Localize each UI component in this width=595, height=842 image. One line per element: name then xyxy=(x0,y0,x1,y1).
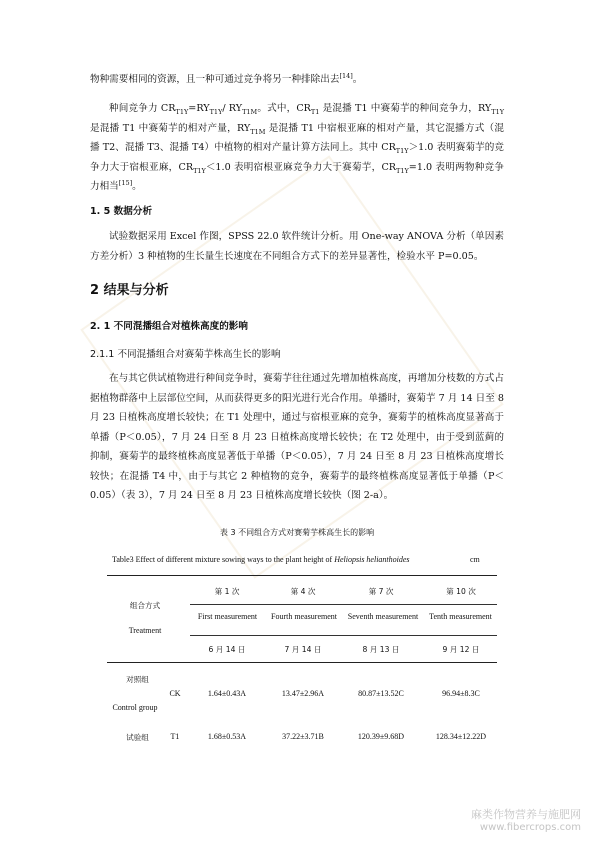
table-cell: 37.22±3.71B xyxy=(282,732,324,741)
table-cell: 1.64±0.43A xyxy=(207,689,247,698)
watermark-footer-url: www.fibercrops.com xyxy=(479,822,581,833)
table-row-group-zh: 对照组 xyxy=(126,675,149,684)
table-cell: 120.39±9.68D xyxy=(357,732,405,741)
table-cell: 13.47±2.96A xyxy=(281,689,325,698)
section-heading-1-5: 1. 5 数据分析 xyxy=(90,206,153,217)
table-date: 9 月 12 日 xyxy=(442,645,480,654)
table-date: 8 月 13 日 xyxy=(362,645,400,654)
table-head-en: Seventh measurement xyxy=(347,612,419,621)
table-head-rule xyxy=(190,604,497,605)
table-head-en: First measurement xyxy=(197,612,258,621)
table-head-zh: 第 10 次 xyxy=(446,587,476,596)
table-date: 6 月 14 日 xyxy=(208,645,246,654)
table-head-zh: 第 1 次 xyxy=(214,587,240,596)
section-heading-2-1: 2. 1 不同混播组合对植株高度的影响 xyxy=(90,321,248,332)
table-row-group-en: Control group xyxy=(112,703,158,712)
section-heading-2-1-1: 2.1.1 不同混播组合对赛菊芋株高生长的影响 xyxy=(90,349,281,360)
table-head-zh: 第 4 次 xyxy=(290,587,316,596)
table-head-rule xyxy=(190,635,497,636)
table-stub-zh: 组合方式 xyxy=(129,601,161,610)
table-head-zh: 第 7 次 xyxy=(368,587,394,596)
watermark-footer-text: 麻类作物营养与施肥网 xyxy=(471,808,581,821)
table-cell: 80.87±13.52C xyxy=(358,689,404,698)
watermark-diamond xyxy=(80,155,503,578)
paragraph-continued: 物种需要相同的资源，且一种可通过竞争将另一种排除出去[14]。 xyxy=(90,71,363,85)
table-cell: 128.34±12.22D xyxy=(435,732,487,741)
table-stub-en: Treatment xyxy=(128,626,162,635)
table-row-group-zh: 试验组 xyxy=(126,733,149,742)
table-row-code: CK xyxy=(169,689,181,698)
table-head-en: Fourth measurement xyxy=(271,612,337,621)
table-cell: 1.68±0.53A xyxy=(207,732,247,741)
table-caption-zh: 表 3 不同组合方式对赛菊芋株高生长的影响 xyxy=(219,528,375,537)
table-row-code: T1 xyxy=(170,732,180,741)
table-body-rule xyxy=(107,662,497,663)
table-caption-en: Table3 Effect of different mixture sowing ways to the plant height of Heliopsis helianthoides xyxy=(112,555,410,564)
section-heading-2: 2 结果与分析 xyxy=(90,283,169,298)
table-cell: 96.94±8.3C xyxy=(442,689,480,698)
paragraph-results: 在与其它供试植物进行种间竞争时，赛菊芋往往通过先增加植株高度，再增加分枝数的方式占据植物群落中上层部位空间，从而获得更多的阳光进行光合作用。单播时，赛菊芋 7 月 14 日至 8 月 23 日植株高度增长较快；在 T1 处理中，通过与宿根亚麻的竞争，赛菊芋的植株高度显著高于单播（P＜0.05），7 月 24 日至 8 月 23 日植株高度增长较快；在 T2 处理中，由于受到蓝蓟的抑制，赛菊芋的最终植株高度显著低于单播（P＜0.05），7 月 24 日至 8 月 23 日植株高度增长较快；在混播 T4 中，由于与其它 2 种植物的竞争，赛菊芋的最终植株高度显著低于单播（P＜0.05）（表 3），7 月 24 日至 8 月 23 日植株高度增长较快（图 2-a）。 xyxy=(90,373,504,501)
table-date: 7 月 14 日 xyxy=(284,645,322,654)
table-head-en: Tenth measurement xyxy=(429,612,492,621)
paragraph-competition-formula: 种间竞争力 $CR_{T1Y}=RY_{T1Y}/$ $RY_{T1M}$。式中，$CR_{T1}$ 是混播 T1 中赛菊芋的种间竞争力，$RY_{T1Y}$ 是混播 T1 中赛菊芋的相对产量，$RY_{T1M}$ 是混播 T1 中宿根亚麻的相对产量，其它混播方式（混播 T2、混播 T3、混播 T4）中植物的相对产量计算方法同上。其中 $CR_{T1Y}>1.0$ 表明赛菊芋的竞争力大于宿根亚麻，$CR_{T1Y}<1.0$ 表明宿根亚麻竞争力大于赛菊芋，$CR_{T1Y}=1.0$ 表明两物种竞争力相当[15]。 xyxy=(90,103,504,192)
paragraph-data-analysis: 试验数据采用 Excel 作图，SPSS 22.0 软件统计分析。用 One-way ANOVA 分析（单因素方差分析）3 种植物的生长量生长速度在不同组合方式下的差异显著性，检验水平 P=0.05。 xyxy=(90,231,504,262)
table-unit: cm xyxy=(470,555,480,564)
table-top-rule xyxy=(107,575,497,576)
